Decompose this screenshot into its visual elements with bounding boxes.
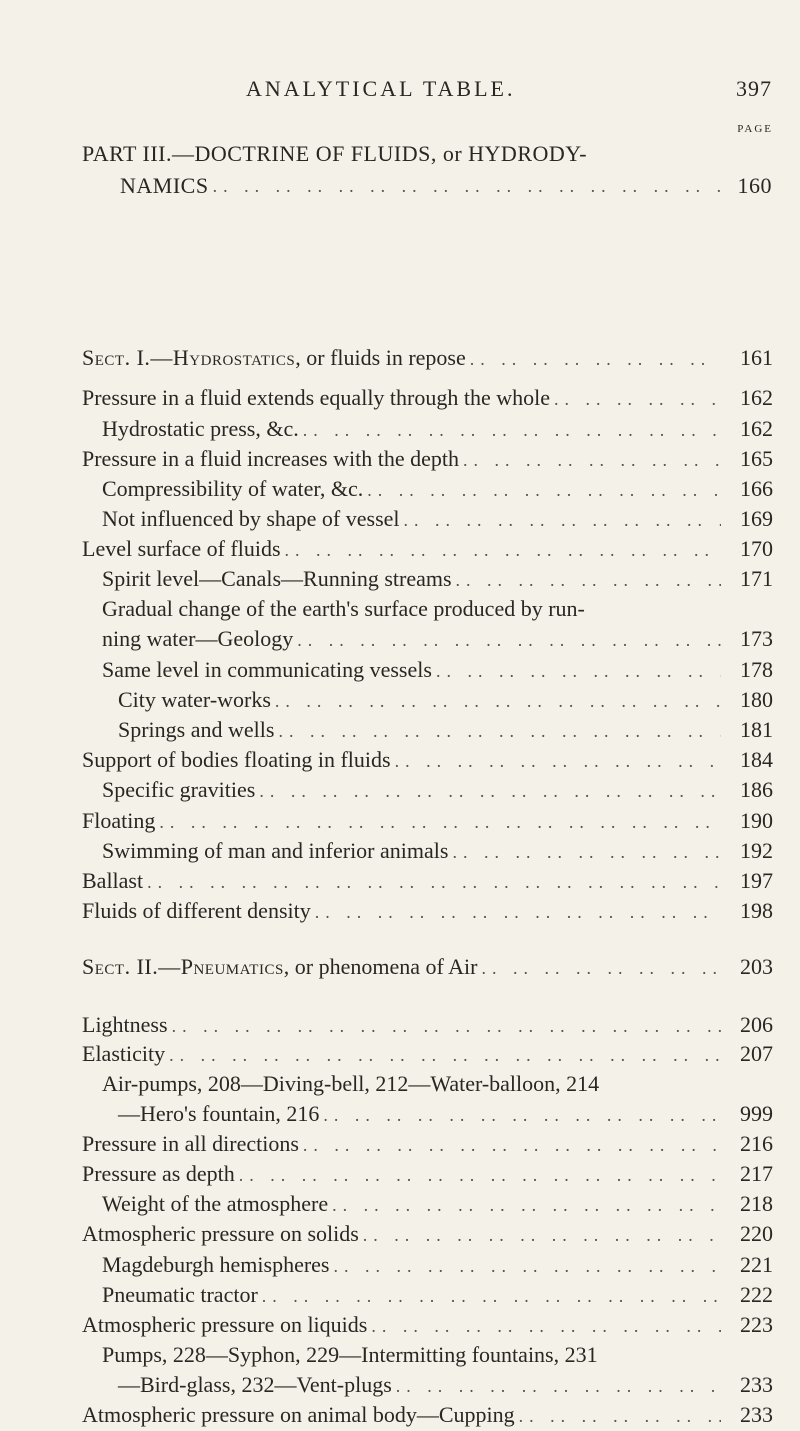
entry-label: Lightness	[82, 1012, 168, 1037]
contents-entry	[118, 715, 773, 745]
entry-page: 161	[740, 345, 773, 370]
entry-label: Pressure in a fluid increases with the depth	[82, 446, 459, 471]
dot-leaders	[328, 1190, 721, 1220]
entry-label: Pressure as depth	[82, 1161, 235, 1186]
entry-page: 192	[740, 838, 773, 863]
contents-entry	[82, 745, 773, 775]
entry-label: Atmospheric pressure on solids	[82, 1221, 359, 1246]
entry-label: Springs and wells	[118, 717, 275, 742]
entry-label: Spirit level—Canals—Running streams	[102, 566, 452, 591]
part-title-line2-row	[82, 170, 772, 202]
contents-entry	[82, 1159, 773, 1189]
dot-leaders	[311, 897, 721, 927]
contents-entry	[82, 952, 773, 982]
dot-leaders	[168, 1011, 721, 1041]
contents-entry	[102, 1250, 773, 1280]
entry-page: 218	[740, 1191, 773, 1216]
entry-page: 165	[740, 446, 773, 471]
entry-page: 220	[740, 1221, 773, 1246]
dot-leaders	[359, 1220, 721, 1250]
dot-leaders	[477, 953, 721, 983]
dot-leaders	[165, 1040, 721, 1070]
dot-leaders	[466, 344, 721, 374]
dot-leaders	[255, 776, 721, 806]
contents-entry	[102, 655, 773, 685]
section-prefix: Sect. II.—	[82, 954, 181, 979]
entry-label: City water-works	[118, 687, 271, 712]
dot-leaders	[459, 445, 721, 475]
entry-label: Support of bodies floating in fluids	[82, 747, 391, 772]
entry-page: 198	[740, 898, 773, 923]
contents-entry	[82, 806, 773, 836]
entry-page: 197	[740, 868, 773, 893]
page-number: 397	[736, 76, 772, 101]
contents-entry	[102, 474, 773, 504]
contents-entry	[82, 1310, 773, 1340]
entry-page: 166	[740, 476, 773, 501]
running-title: ANALYTICAL TABLE.	[246, 76, 516, 101]
section-name: Pneumatics	[180, 954, 284, 979]
entry-page: 162	[740, 416, 773, 441]
contents-entry	[102, 564, 773, 594]
entry-page: 184	[740, 747, 773, 772]
contents-entry	[82, 1219, 773, 1249]
entry-label: Pressure in a fluid extends equally through the whole	[82, 385, 551, 410]
entry-label: Pressure in all directions	[82, 1131, 299, 1156]
entry-page: 180	[740, 687, 773, 712]
dot-leaders	[274, 716, 721, 746]
entry-page: 186	[740, 777, 773, 802]
entry-label: Ballast	[82, 868, 144, 893]
entry-label: Atmospheric pressure on liquids	[82, 1312, 368, 1337]
contents-entry	[102, 1280, 773, 1310]
entry-page: 217	[740, 1161, 773, 1186]
entry-page: 178	[740, 657, 773, 682]
contents-entry	[102, 836, 773, 866]
contents-entry	[118, 685, 773, 715]
dot-leaders	[319, 1100, 721, 1130]
dot-leaders	[299, 1130, 721, 1160]
contents-entry	[82, 896, 773, 926]
dot-leaders	[392, 1371, 721, 1401]
entry-label: Pneumatic tractor	[102, 1282, 258, 1307]
entry-label: Atmospheric pressure on animal body—Cupping	[82, 1402, 515, 1427]
entry-label: Air-pumps, 208—Diving-bell, 212—Water-balloon, 214	[102, 1071, 600, 1096]
part-heading	[82, 138, 772, 202]
dot-leaders	[363, 475, 721, 505]
entry-label: Fluids of different density	[82, 898, 311, 923]
entry-label: Compressibility of water, &c.	[102, 476, 364, 501]
entry-page: 223	[740, 1312, 773, 1337]
contents-entry	[82, 383, 773, 413]
running-head	[0, 76, 800, 106]
entry-label	[82, 952, 477, 982]
part-page: 160	[737, 173, 772, 198]
dot-leaders	[448, 837, 721, 867]
contents-entry	[82, 534, 773, 564]
entry-label: Specific gravities	[102, 777, 256, 802]
contents-entry	[82, 866, 773, 896]
contents-entry	[102, 414, 773, 444]
entry-label: Swimming of man and inferior animals	[102, 838, 449, 863]
dot-leaders	[299, 415, 721, 445]
contents-entry	[102, 1069, 773, 1099]
contents-entry	[82, 1129, 773, 1159]
entry-page: 171	[740, 566, 773, 591]
section-subtitle: , or fluids in repose	[295, 345, 466, 370]
entry-label: Floating	[82, 808, 156, 833]
contents-entry	[102, 1189, 773, 1219]
entry-label: Not influenced by shape of vessel	[102, 506, 400, 531]
entry-page: 162	[740, 385, 773, 410]
entry-page: 170	[740, 536, 773, 561]
entry-page: 173	[740, 626, 773, 651]
dot-leaders	[258, 1281, 721, 1311]
contents-entry	[82, 444, 773, 474]
contents-entry	[82, 1010, 773, 1040]
dot-leaders	[367, 1311, 721, 1341]
entry-page: 181	[740, 717, 773, 742]
entry-label: —Hero's fountain, 216	[118, 1101, 320, 1126]
part-title-line2: NAMICS	[120, 173, 209, 198]
entry-label: Pumps, 228—Syphon, 229—Intermitting fountains, 231	[102, 1342, 598, 1367]
entry-label	[82, 343, 466, 373]
contents-entry	[82, 1400, 773, 1430]
entry-label: Gradual change of the earth's surface produced by run-	[102, 596, 585, 621]
entry-label: Level surface of fluids	[82, 536, 281, 561]
section-prefix: Sect. I.—	[82, 345, 173, 370]
dot-leaders	[235, 1160, 721, 1190]
dot-leaders	[271, 686, 721, 716]
dot-leaders	[155, 807, 721, 837]
contents-entry	[102, 1340, 773, 1370]
dot-leaders	[143, 867, 721, 897]
dot-leaders	[209, 170, 720, 202]
part-title-line1: PART III.—DOCTRINE OF FLUIDS, or HYDRODY-	[82, 141, 588, 166]
entry-page: 169	[740, 506, 773, 531]
contents-entry	[102, 775, 773, 805]
dot-leaders	[515, 1401, 721, 1431]
entry-label: Weight of the atmosphere	[102, 1191, 329, 1216]
section-subtitle: , or phenomena of Air	[283, 954, 478, 979]
entry-label: Magdeburgh hemispheres	[102, 1252, 330, 1277]
page-column-label: PAGE	[737, 123, 773, 135]
contents-entry	[82, 343, 773, 373]
contents-entry	[102, 624, 773, 654]
dot-leaders	[391, 746, 721, 776]
entry-page: 203	[740, 954, 773, 979]
entry-page: 190	[740, 808, 773, 833]
entry-label: —Bird-glass, 232—Vent-plugs	[118, 1372, 392, 1397]
contents-entry	[82, 1039, 773, 1069]
contents-entry	[118, 1370, 773, 1400]
entry-page: 222	[740, 1282, 773, 1307]
dot-leaders	[293, 625, 721, 655]
entry-page: 206	[740, 1012, 773, 1037]
contents-entry	[118, 1099, 773, 1129]
contents-entry	[102, 504, 773, 534]
entry-page: 999	[740, 1101, 773, 1126]
entry-page: 233	[740, 1372, 773, 1397]
entry-label: Hydrostatic press, &c.	[102, 416, 299, 441]
dot-leaders	[432, 656, 721, 686]
entry-page: 233	[740, 1402, 773, 1427]
section-name: Hydrostatics	[172, 345, 296, 370]
entry-page: 207	[740, 1041, 773, 1066]
entry-page: 221	[740, 1252, 773, 1277]
contents-entry	[102, 594, 773, 624]
entry-page: 216	[740, 1131, 773, 1156]
dot-leaders	[452, 565, 721, 595]
entry-label: Same level in communicating vessels	[102, 657, 432, 682]
dot-leaders	[330, 1251, 722, 1281]
entry-label: ning water—Geology	[102, 626, 294, 651]
dot-leaders	[400, 505, 721, 535]
dot-leaders	[281, 535, 721, 565]
dot-leaders	[550, 384, 721, 414]
entry-label: Elasticity	[82, 1041, 166, 1066]
